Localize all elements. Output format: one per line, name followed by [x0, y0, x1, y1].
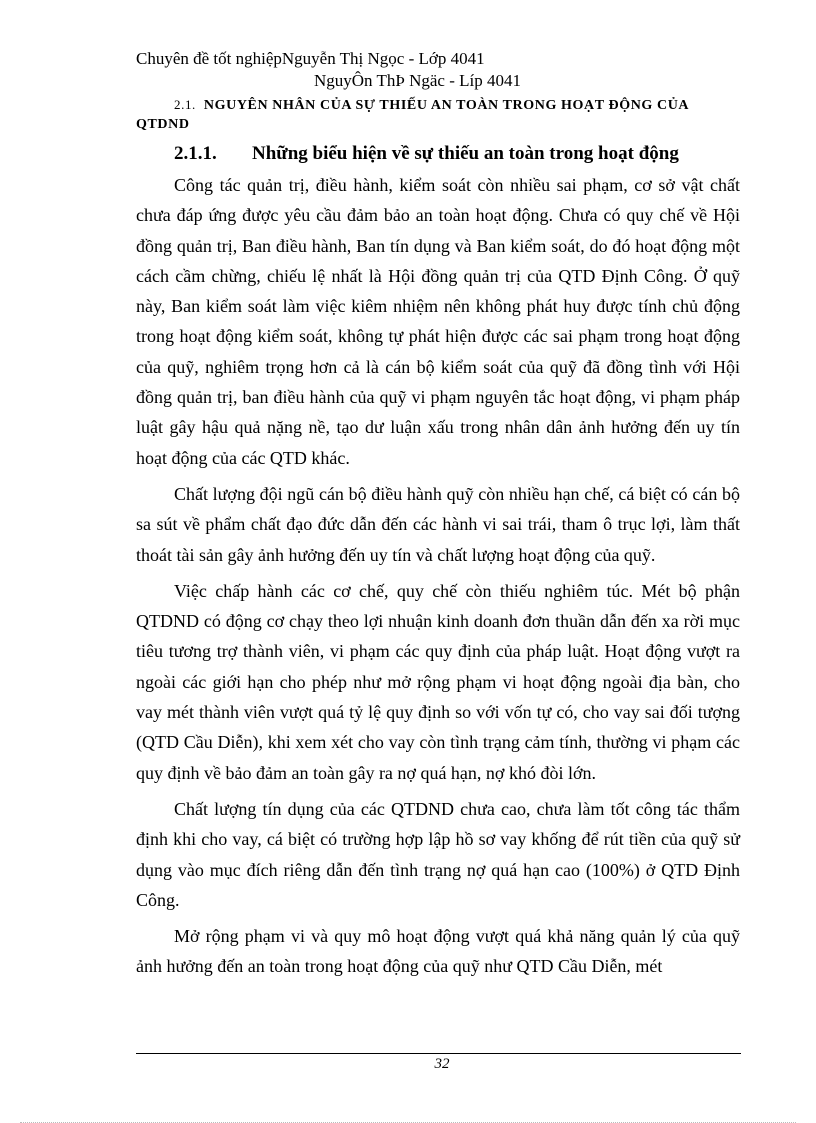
- paragraph: Công tác quản trị, điều hành, kiểm soát còn nhiều sai phạm, cơ sở vật chất chưa đáp ứng được yêu cầu đảm bảo an toàn hoạt động. Chưa có quy chế về Hội đồng quản trị, Ban điều hành, Ban tín dụng và Ban kiểm soát, do đó hoạt động một cách cầm chừng, chiếu lệ nhất là Hội đồng quản trị của QTD Định Công. Ở quỹ này, Ban kiểm soát làm việc kiêm nhiệm nên không phát huy được tính chủ động trong hoạt động kiểm soát, không tự phát hiện được các sai phạm trong hoạt động của quỹ, nghiêm trọng hơn cả là cán bộ kiểm soát của quỹ đã đồng tình với Hội đồng quản trị, ban điều hành của quỹ vi phạm nguyên tắc hoạt động, vi phạm pháp luật gây hậu quả nặng nề, tạo dư luận xấu trong nhân dân ảnh hưởng đến uy tín hoạt động của các QTD khác.: [136, 175, 740, 468]
- section-number: 2.1.: [174, 97, 196, 112]
- paragraph: Mở rộng phạm vi và quy mô hoạt động vượt quá khả năng quản lý của quỹ ảnh hưởng đến an toàn trong hoạt động của quỹ như QTD Cầu Diễn, mét: [136, 926, 740, 977]
- paragraph: Chất lượng đội ngũ cán bộ điều hành quỹ còn nhiều hạn chế, cá biệt có cán bộ sa sút về phẩm chất đạo đức dẫn đến các hành vi sai trái, tham ô trục lợi, làm thất thoát tài sản gây ảnh hưởng đến uy tín và chất lượng hoạt động của quỹ.: [136, 483, 740, 565]
- running-header-garbled: NguyÔn ThÞ Ngäc - Líp 4041: [314, 71, 521, 90]
- paragraph: Chất lượng tín dụng của các QTDND chưa cao, chưa làm tốt công tác thẩm định khi cho vay, cá biệt có trường hợp lập hồ sơ vay khống để rút tiền của quỹ sử dụng vào mục đích riêng dẫn đến tình trạng nợ quá hạn cao (100%) ở QTD Định Công.: [136, 798, 740, 910]
- footer-divider: [136, 1053, 741, 1054]
- section-title: NGUYÊN NHÂN CỦA SỰ THIẾU AN TOÀN TRONG HOẠT ĐỘNG CỦA QTDND: [136, 98, 689, 132]
- page-number: 32: [434, 1056, 450, 1072]
- subsection-title: Những biểu hiện về sự thiếu an toàn trong hoạt động: [252, 143, 679, 164]
- paragraph: Việc chấp hành các cơ chế, quy chế còn thiếu nghiêm túc. Mét bộ phận QTDND có động cơ chạy theo lợi nhuận kinh doanh đơn thuần dẫn đến xa rời mục tiêu tương trợ thành viên, vi phạm các quy định của pháp luật. Hoạt động vượt ra ngoài các giới hạn cho phép như mở rộng phạm vi hoạt động ngoài địa bàn, cho vay mét thành viên vượt quá tỷ lệ quy định so với vốn tự có, cho vay sai đối tượng (QTD Cầu Diễn), khi xem xét cho vay còn tình trạng cảm tính, thường vi phạm các quy định về bảo đảm an toàn gây ra nợ quá hạn, nợ khó đòi lớn.: [136, 580, 740, 783]
- section-heading: [136, 95, 740, 134]
- subsection-heading: [174, 142, 679, 166]
- subsection-number: 2.1.1.: [174, 143, 217, 164]
- running-header: Chuyên đề tốt nghiệpNguyễn Thị Ngọc - Lớp 4041: [136, 49, 485, 68]
- body-text: [136, 170, 740, 982]
